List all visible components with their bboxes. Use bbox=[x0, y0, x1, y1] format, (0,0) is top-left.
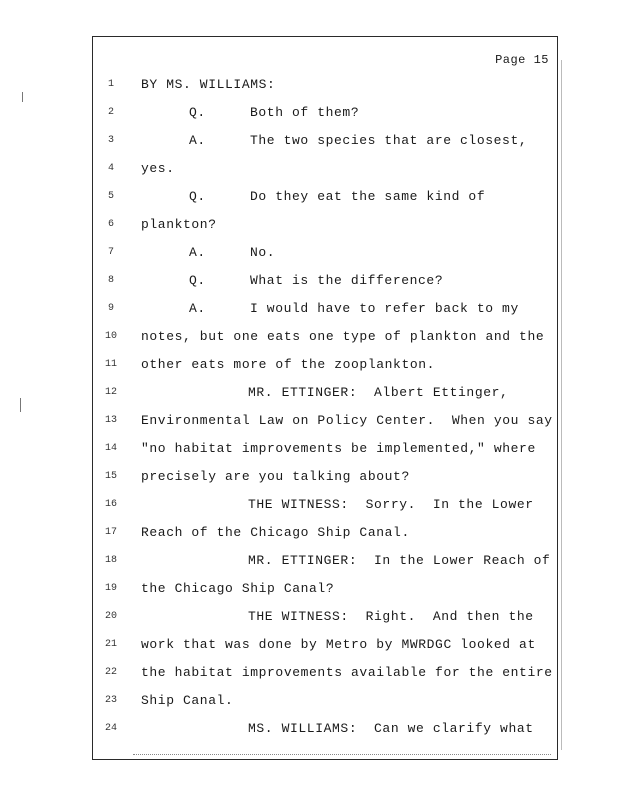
transcript-line bbox=[93, 495, 557, 515]
line-number: 17 bbox=[104, 527, 117, 538]
bottom-divider bbox=[133, 754, 551, 755]
line-text: Environmental Law on Policy Center. When you say bbox=[141, 413, 553, 428]
transcript-line bbox=[93, 355, 557, 375]
transcript-line bbox=[93, 439, 557, 459]
transcript-line bbox=[93, 467, 557, 487]
line-text: yes. bbox=[141, 161, 175, 176]
page-number: Page 15 bbox=[495, 53, 549, 67]
line-text: I would have to refer back to my bbox=[250, 301, 519, 316]
line-text: plankton? bbox=[141, 217, 217, 232]
line-number: 20 bbox=[104, 611, 117, 622]
line-text: precisely are you talking about? bbox=[141, 469, 410, 484]
line-text: "no habitat improvements be implemented," where bbox=[141, 441, 536, 456]
line-number: 2 bbox=[107, 107, 114, 118]
transcript-line bbox=[93, 75, 557, 95]
transcript-line bbox=[93, 663, 557, 683]
line-text: the habitat improvements available for the entire bbox=[141, 665, 553, 680]
line-text: No. bbox=[250, 245, 276, 260]
line-text: Reach of the Chicago Ship Canal. bbox=[141, 525, 410, 540]
transcript-line bbox=[93, 719, 557, 739]
line-number: 11 bbox=[104, 359, 117, 370]
line-number: 10 bbox=[104, 331, 117, 342]
line-text: MS. WILLIAMS: Can we clarify what bbox=[248, 721, 534, 736]
line-number: 8 bbox=[107, 275, 114, 286]
line-number: 21 bbox=[104, 639, 117, 650]
transcript-line bbox=[93, 299, 557, 319]
transcript-page bbox=[92, 36, 558, 760]
transcript-line bbox=[93, 579, 557, 599]
line-text: the Chicago Ship Canal? bbox=[141, 581, 335, 596]
transcript-line bbox=[93, 411, 557, 431]
transcript-line bbox=[93, 187, 557, 207]
transcript-line bbox=[93, 131, 557, 151]
line-number: 14 bbox=[104, 443, 117, 454]
line-text: THE WITNESS: Right. And then the bbox=[248, 609, 534, 624]
line-text: Both of them? bbox=[250, 105, 360, 120]
line-text: notes, but one eats one type of plankton and the bbox=[141, 329, 545, 344]
transcript-line bbox=[93, 383, 557, 403]
scan-edge bbox=[561, 60, 562, 750]
transcript-line bbox=[93, 103, 557, 123]
line-number: 3 bbox=[107, 135, 114, 146]
line-text: Do they eat the same kind of bbox=[250, 189, 486, 204]
qa-label: A. bbox=[189, 133, 206, 148]
transcript-line bbox=[93, 271, 557, 291]
line-text: Ship Canal. bbox=[141, 693, 234, 708]
line-text: The two species that are closest, bbox=[250, 133, 528, 148]
line-number: 18 bbox=[104, 555, 117, 566]
line-number: 23 bbox=[104, 695, 117, 706]
transcript-line bbox=[93, 327, 557, 347]
qa-label: A. bbox=[189, 245, 206, 260]
line-text: What is the difference? bbox=[250, 273, 444, 288]
transcript-line bbox=[93, 635, 557, 655]
qa-label: Q. bbox=[189, 105, 206, 120]
line-number: 1 bbox=[107, 79, 114, 90]
transcript-line bbox=[93, 691, 557, 711]
line-number: 6 bbox=[107, 219, 114, 230]
line-number: 12 bbox=[104, 387, 117, 398]
transcript-line bbox=[93, 159, 557, 179]
line-number: 13 bbox=[104, 415, 117, 426]
line-number: 5 bbox=[107, 191, 114, 202]
line-number: 7 bbox=[107, 247, 114, 258]
transcript-line bbox=[93, 523, 557, 543]
transcript-line bbox=[93, 607, 557, 627]
qa-label: A. bbox=[189, 301, 206, 316]
qa-label: Q. bbox=[189, 189, 206, 204]
line-number: 15 bbox=[104, 471, 117, 482]
line-text: MR. ETTINGER: In the Lower Reach of bbox=[248, 553, 551, 568]
transcript-line bbox=[93, 215, 557, 235]
qa-label: Q. bbox=[189, 273, 206, 288]
line-text: THE WITNESS: Sorry. In the Lower bbox=[248, 497, 534, 512]
transcript-line bbox=[93, 243, 557, 263]
line-number: 19 bbox=[104, 583, 117, 594]
line-text: work that was done by Metro by MWRDGC looked at bbox=[141, 637, 536, 652]
line-number: 22 bbox=[104, 667, 117, 678]
line-number: 4 bbox=[107, 163, 114, 174]
line-text: other eats more of the zooplankton. bbox=[141, 357, 436, 372]
line-text: BY MS. WILLIAMS: bbox=[141, 77, 276, 92]
line-number: 16 bbox=[104, 499, 117, 510]
transcript-line bbox=[93, 551, 557, 571]
line-text: MR. ETTINGER: Albert Ettinger, bbox=[248, 385, 509, 400]
scan-mark bbox=[20, 398, 21, 412]
scan-mark bbox=[22, 92, 23, 102]
line-number: 24 bbox=[104, 723, 117, 734]
line-number: 9 bbox=[107, 303, 114, 314]
